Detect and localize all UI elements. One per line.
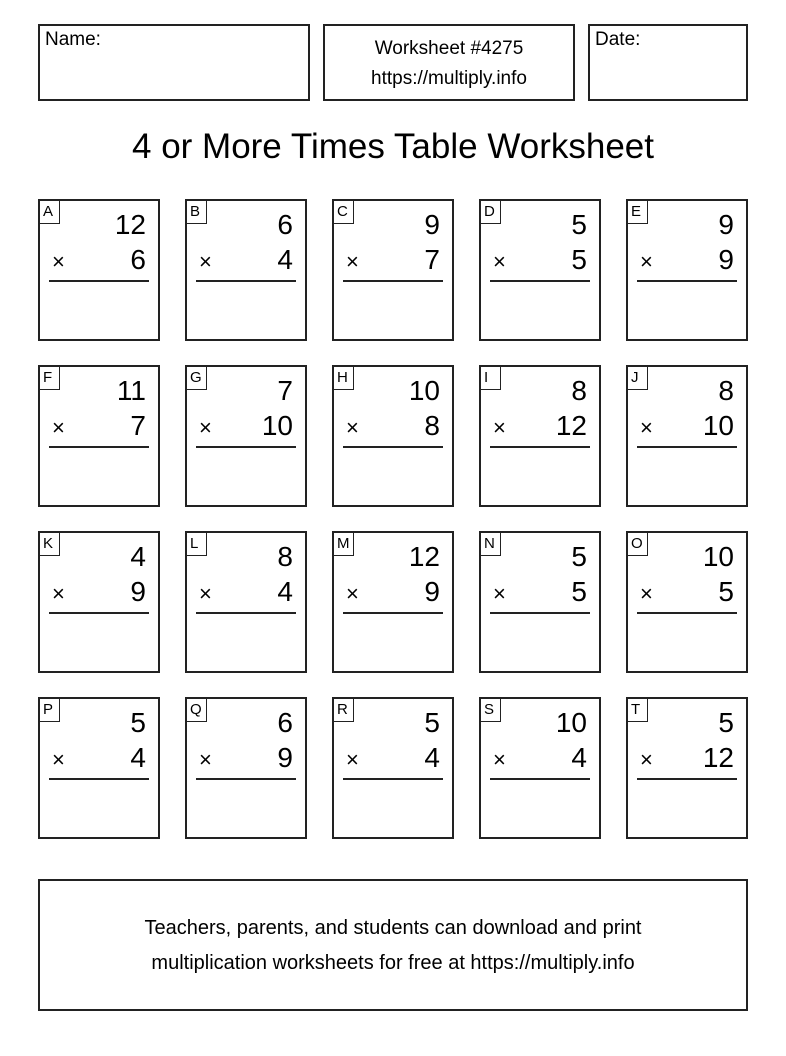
- worksheet-url[interactable]: https://multiply.info: [371, 68, 527, 89]
- answer-line: [637, 612, 737, 614]
- multiplier: 10: [702, 410, 734, 441]
- problem-card[interactable]: [38, 697, 160, 839]
- times-sign: ×: [640, 581, 653, 606]
- worksheet-number: Worksheet #4275: [374, 38, 524, 59]
- multiplier: 10: [261, 410, 293, 441]
- problem-card[interactable]: [185, 365, 307, 507]
- multiplier: 5: [571, 244, 587, 275]
- multiplier: 9: [424, 576, 440, 607]
- problem-card[interactable]: [479, 531, 601, 673]
- problem-letter: E: [628, 201, 648, 224]
- multiplicand: 11: [116, 375, 146, 406]
- times-sign: ×: [346, 415, 359, 440]
- multiplier: 7: [130, 410, 146, 441]
- date-label: Date:: [595, 29, 641, 50]
- multiplier: 7: [424, 244, 440, 275]
- answer-line: [637, 778, 737, 780]
- multiplicand: 12: [408, 541, 440, 572]
- problem-card[interactable]: [38, 365, 160, 507]
- multiplicand: 6: [277, 209, 293, 240]
- answer-line: [343, 778, 443, 780]
- multiplier: 5: [571, 576, 587, 607]
- problem-letter: G: [187, 367, 207, 390]
- multiplier: 8: [424, 410, 440, 441]
- multiplicand: 12: [114, 209, 146, 240]
- multiplicand: 7: [277, 375, 293, 406]
- multiplier: 4: [277, 244, 293, 275]
- times-sign: ×: [640, 249, 653, 274]
- problem-letter: J: [628, 367, 648, 390]
- times-sign: ×: [52, 249, 65, 274]
- footer-line-1: Teachers, parents, and students can download and print: [144, 917, 642, 939]
- answer-line: [196, 778, 296, 780]
- problem-letter: A: [40, 201, 60, 224]
- multiplier: 12: [555, 410, 587, 441]
- answer-line: [490, 280, 590, 282]
- answer-line: [490, 446, 590, 448]
- problem-letter: B: [187, 201, 207, 224]
- multiplicand: 5: [424, 707, 440, 738]
- page-title: 4 or More Times Table Worksheet: [132, 127, 654, 166]
- problem-letter: P: [40, 699, 60, 722]
- times-sign: ×: [493, 581, 506, 606]
- multiplicand: 4: [130, 541, 146, 572]
- problem-letter: C: [334, 201, 354, 224]
- times-sign: ×: [346, 249, 359, 274]
- problem-letter: K: [40, 533, 60, 556]
- times-sign: ×: [493, 249, 506, 274]
- problem-card[interactable]: [479, 199, 601, 341]
- multiplicand: 8: [571, 375, 587, 406]
- answer-line: [49, 280, 149, 282]
- problem-letter: F: [40, 367, 60, 390]
- multiplicand: 5: [571, 541, 587, 572]
- problem-card[interactable]: [626, 365, 748, 507]
- times-sign: ×: [199, 581, 212, 606]
- times-sign: ×: [199, 415, 212, 440]
- answer-line: [343, 612, 443, 614]
- problem-letter: L: [187, 533, 207, 556]
- problem-card[interactable]: [479, 365, 601, 507]
- name-label: Name:: [45, 29, 101, 50]
- answer-line: [637, 446, 737, 448]
- answer-line: [343, 280, 443, 282]
- answer-line: [343, 446, 443, 448]
- answer-line: [196, 446, 296, 448]
- problem-letter: N: [481, 533, 501, 556]
- worksheet-info-box: [323, 24, 575, 101]
- times-sign: ×: [52, 747, 65, 772]
- problem-card[interactable]: [185, 199, 307, 341]
- multiplier: 4: [130, 742, 146, 773]
- multiplicand: 9: [424, 209, 440, 240]
- problem-letter: S: [481, 699, 501, 722]
- times-sign: ×: [493, 415, 506, 440]
- multiplicand: 8: [718, 375, 734, 406]
- problem-card[interactable]: [38, 199, 160, 341]
- problem-letter: R: [334, 699, 354, 722]
- multiplier: 9: [718, 244, 734, 275]
- multiplicand: 10: [702, 541, 734, 572]
- multiplicand: 5: [718, 707, 734, 738]
- problem-card[interactable]: [626, 531, 748, 673]
- problem-letter: O: [628, 533, 648, 556]
- answer-line: [196, 612, 296, 614]
- problem-letter: H: [334, 367, 354, 390]
- problem-card[interactable]: [185, 531, 307, 673]
- name-box[interactable]: [38, 24, 310, 101]
- multiplicand: 6: [277, 707, 293, 738]
- problem-letter: I: [481, 367, 501, 390]
- multiplier: 9: [277, 742, 293, 773]
- times-sign: ×: [640, 747, 653, 772]
- multiplier: 9: [130, 576, 146, 607]
- times-sign: ×: [493, 747, 506, 772]
- problem-letter: D: [481, 201, 501, 224]
- multiplicand: 8: [277, 541, 293, 572]
- footer-box: [38, 879, 748, 1011]
- answer-line: [490, 778, 590, 780]
- problem-card[interactable]: [185, 697, 307, 839]
- multiplier: 4: [424, 742, 440, 773]
- answer-line: [49, 446, 149, 448]
- problem-card[interactable]: [38, 531, 160, 673]
- problem-grid: [38, 199, 748, 839]
- problem-card[interactable]: [626, 199, 748, 341]
- problem-letter: Q: [187, 699, 207, 722]
- answer-line: [637, 280, 737, 282]
- multiplier: 4: [277, 576, 293, 607]
- multiplicand: 10: [408, 375, 440, 406]
- problem-card[interactable]: [332, 697, 454, 839]
- multiplier: 4: [571, 742, 587, 773]
- multiplier: 5: [718, 576, 734, 607]
- answer-line: [49, 778, 149, 780]
- times-sign: ×: [346, 747, 359, 772]
- problem-card[interactable]: [626, 697, 748, 839]
- problem-card[interactable]: [332, 531, 454, 673]
- multiplier: 12: [702, 742, 734, 773]
- answer-line: [196, 280, 296, 282]
- multiplicand: 9: [718, 209, 734, 240]
- answer-line: [49, 612, 149, 614]
- footer-line-2: multiplication worksheets for free at https://multiply.info: [151, 952, 635, 974]
- problem-letter: T: [628, 699, 648, 722]
- times-sign: ×: [640, 415, 653, 440]
- problem-card[interactable]: [332, 199, 454, 341]
- multiplicand: 10: [555, 707, 587, 738]
- problem-card[interactable]: [479, 697, 601, 839]
- problem-card[interactable]: [332, 365, 454, 507]
- times-sign: ×: [346, 581, 359, 606]
- problem-letter: M: [334, 533, 354, 556]
- times-sign: ×: [199, 747, 212, 772]
- answer-line: [490, 612, 590, 614]
- date-box[interactable]: [588, 24, 748, 101]
- multiplicand: 5: [130, 707, 146, 738]
- times-sign: ×: [199, 249, 212, 274]
- times-sign: ×: [52, 581, 65, 606]
- multiplier: 6: [130, 244, 146, 275]
- multiplicand: 5: [571, 209, 587, 240]
- times-sign: ×: [52, 415, 65, 440]
